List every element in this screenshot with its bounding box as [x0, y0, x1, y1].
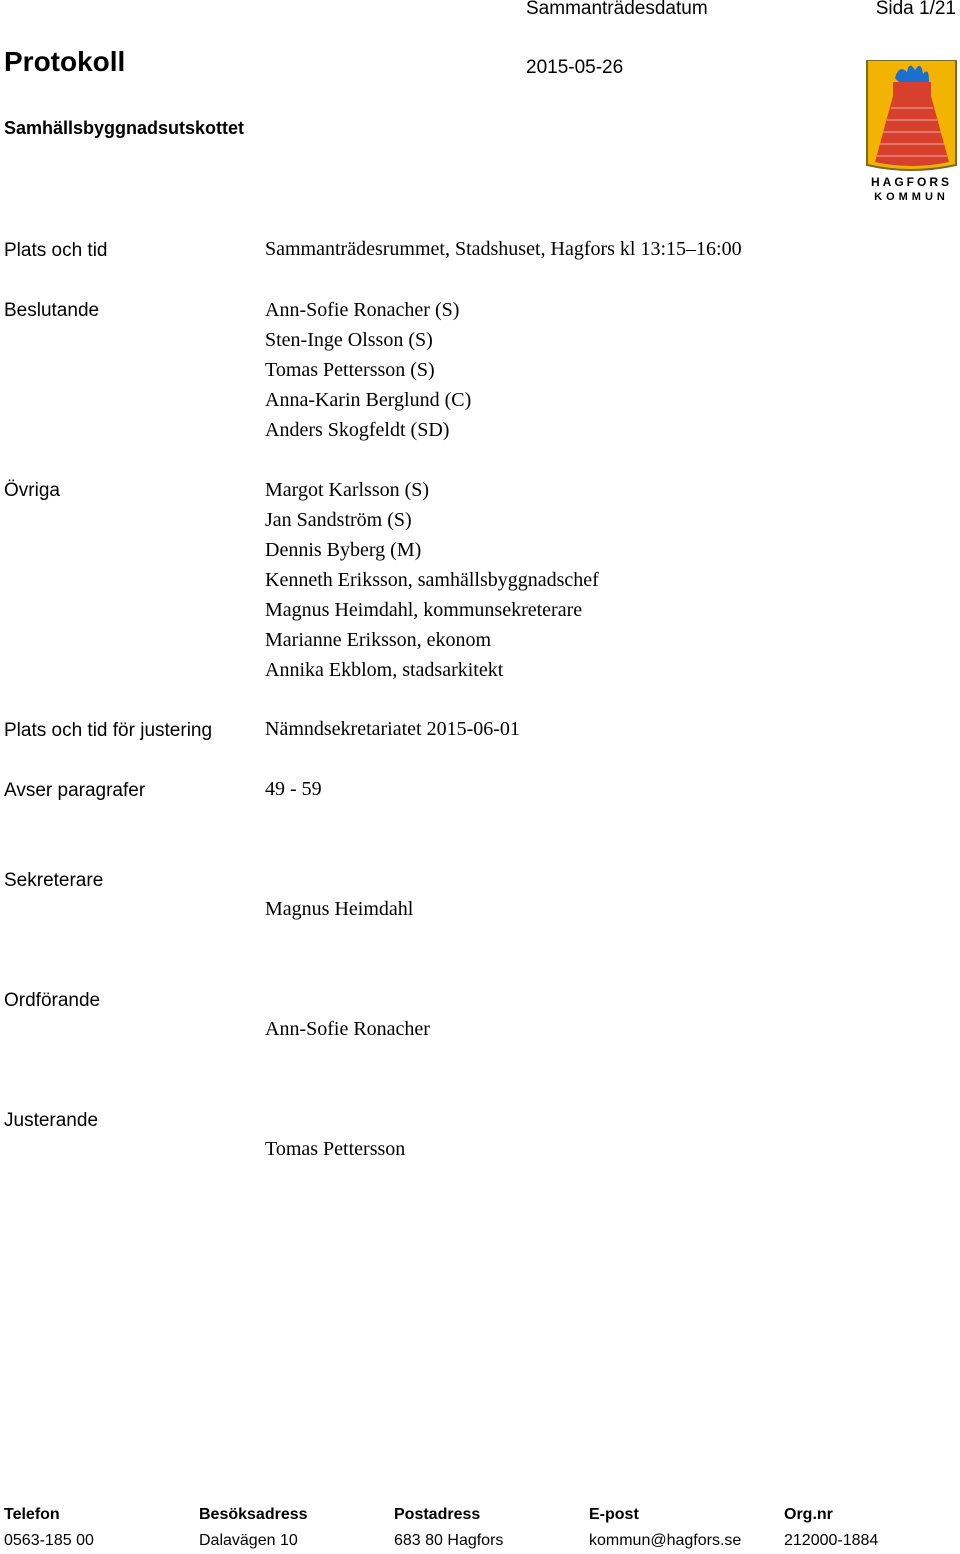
list-item: Ann-Sofie Ronacher (S) [265, 299, 460, 321]
adjustment-label: Plats och tid för justering [4, 720, 213, 741]
document-title: Protokoll [4, 46, 126, 77]
footer-phone-label: Telefon [4, 1506, 60, 1523]
list-item: Sten-Inge Olsson (S) [265, 329, 433, 351]
meeting-date: 2015-05-26 [526, 57, 624, 78]
chair-name: Ann-Sofie Ronacher [265, 1018, 430, 1040]
paragraphs-value: 49 - 59 [265, 778, 322, 800]
footer-visit-value: Dalavägen 10 [199, 1532, 298, 1549]
list-item: Anna-Karin Berglund (C) [265, 389, 472, 411]
secretary-name: Magnus Heimdahl [265, 898, 414, 920]
footer-email-label: E-post [589, 1506, 639, 1523]
adjuster-label: Justerande [4, 1110, 99, 1131]
footer-phone-value: 0563-185 00 [4, 1532, 94, 1549]
footer-visit-label: Besöksadress [199, 1506, 308, 1523]
list-item: Annika Ekblom, stadsarkitekt [265, 659, 504, 681]
list-item: Margot Karlsson (S) [265, 479, 430, 501]
list-item: Tomas Pettersson (S) [265, 359, 435, 381]
secretary-label: Sekreterare [4, 870, 104, 891]
adjuster-name: Tomas Pettersson [265, 1138, 406, 1160]
place-time-value: Sammanträdesrummet, Stadshuset, Hagfors kl 13:15–16:00 [265, 238, 742, 260]
deciding-label: Beslutande [4, 300, 100, 321]
list-item: Kenneth Eriksson, samhällsbyggnadschef [265, 569, 599, 591]
footer-postal-value: 683 80 Hagfors [394, 1532, 504, 1549]
list-item: Marianne Eriksson, ekonom [265, 629, 492, 651]
hagfors-kommun-logo [865, 60, 958, 202]
logo-text-kommun: KOMMUN [874, 191, 949, 202]
deciding-list [265, 295, 471, 445]
committee-name: Samhällsbyggnadsutskottet [4, 118, 245, 138]
list-item: Dennis Byberg (M) [265, 539, 422, 561]
adjustment-value: Nämndsekretariatet 2015-06-01 [265, 718, 520, 740]
footer-orgnr-label: Org.nr [784, 1506, 833, 1523]
footer-postal-label: Postadress [394, 1506, 481, 1523]
page-number: Sida 1/21 [875, 0, 956, 19]
meeting-date-label: Sammanträdesdatum [526, 0, 708, 19]
list-item: Magnus Heimdahl, kommunsekreterare [265, 599, 583, 621]
footer-orgnr-value: 212000-1884 [784, 1532, 879, 1549]
logo-text-hagfors: HAGFORS [871, 175, 952, 189]
footer-email-value: kommun@hagfors.se [589, 1532, 742, 1549]
list-item: Anders Skogfeldt (SD) [265, 419, 450, 441]
paragraphs-label: Avser paragrafer [4, 780, 146, 801]
chair-label: Ordförande [4, 990, 101, 1011]
others-list [265, 475, 599, 685]
list-item: Jan Sandström (S) [265, 509, 412, 531]
place-time-label: Plats och tid [4, 240, 108, 261]
others-label: Övriga [4, 480, 60, 501]
